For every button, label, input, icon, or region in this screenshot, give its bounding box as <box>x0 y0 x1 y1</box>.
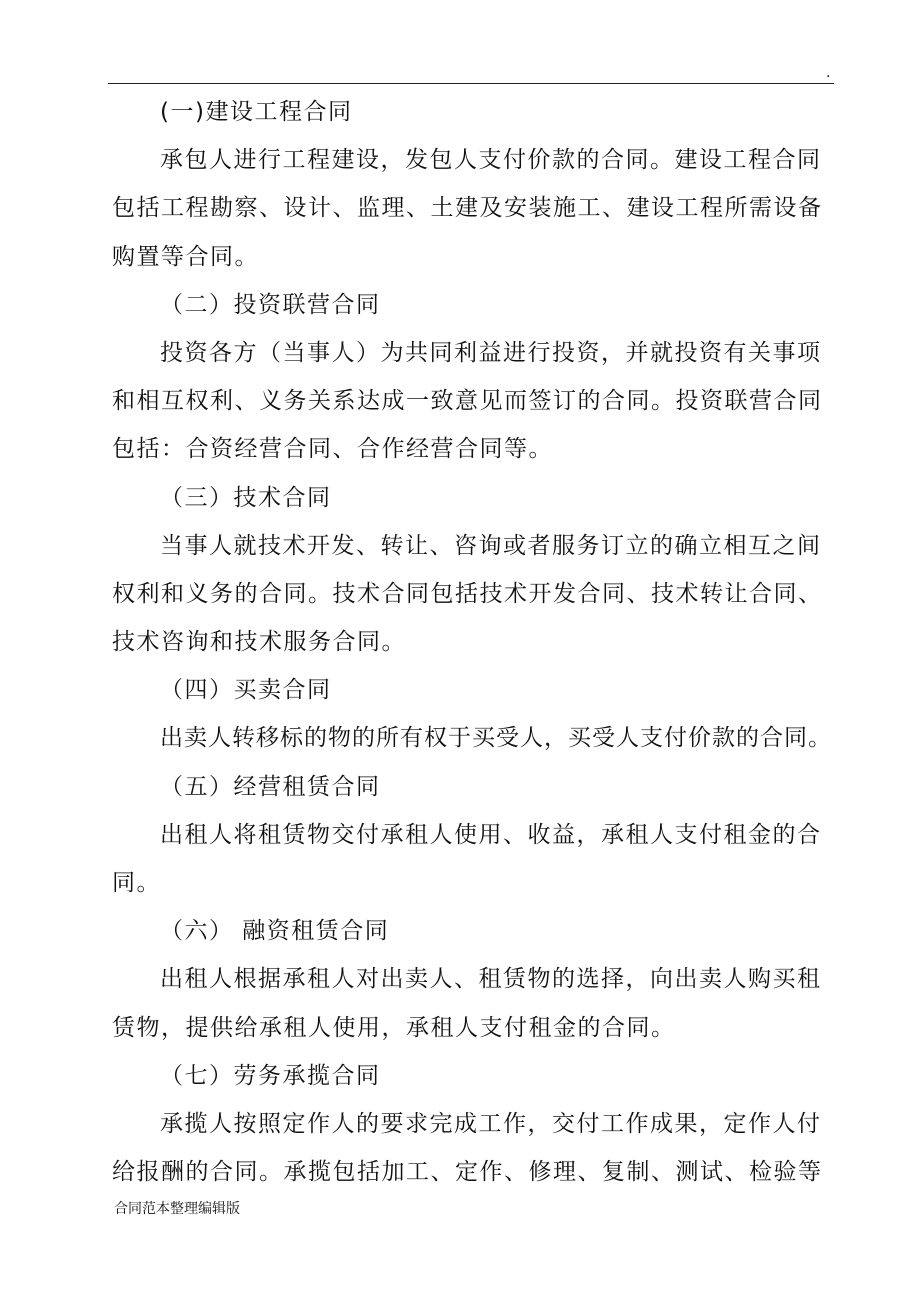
section-heading: （三）技术合同 <box>160 484 332 511</box>
paragraph-line: 包括：合资经营合同、合作经营合同等。 <box>112 436 553 463</box>
paragraph-line: 和相互权利、义务关系达成一致意见而签订的合同。投资联营合同 <box>112 388 823 415</box>
header-rule <box>108 83 834 84</box>
paragraph-line: 包括工程勘察、设计、监理、土建及安装施工、建设工程所需设备 <box>112 195 823 222</box>
paragraph-line: 购置等合同。 <box>112 243 259 270</box>
document-body <box>112 88 832 1196</box>
paragraph-line: 出租人将租赁物交付承租人使用、收益，承租人支付租金的合 <box>160 821 822 848</box>
section-heading: (一)建设工程合同 <box>160 99 353 125</box>
footer-text: 合同范本整理编辑版 <box>114 1201 240 1217</box>
section-heading: （二）投资联营合同 <box>160 291 381 318</box>
section-heading: （四）买卖合同 <box>160 677 332 704</box>
header-mark: . <box>826 65 831 81</box>
paragraph-line: 出租人根据承租人对出卖人、租赁物的选择，向出卖人购买租 <box>160 966 822 993</box>
paragraph-line: 投资各方（当事人）为共同利益进行投资，并就投资有关事项 <box>160 339 822 366</box>
section-heading: （七）劳务承揽合同 <box>160 1062 381 1089</box>
paragraph-line: 当事人就技术开发、转让、咨询或者服务订立的确立相互之间 <box>160 532 822 559</box>
paragraph-line: 技术咨询和技术服务合同。 <box>112 629 406 656</box>
section-heading: （六） 融资租赁合同 <box>160 918 390 945</box>
paragraph-line: 权利和义务的合同。技术合同包括技术开发合同、技术转让合同、 <box>112 580 823 607</box>
paragraph-line: 承揽人按照定作人的要求完成工作，交付工作成果，定作人付 <box>160 1110 822 1137</box>
paragraph-line: 出卖人转移标的物的所有权于买受人，买受人支付价款的合同。 <box>160 725 832 752</box>
paragraph-line: 给报酬的合同。承揽包括加工、定作、修理、复制、测试、检验等 <box>112 1159 823 1186</box>
paragraph-line: 赁物，提供给承租人使用，承租人支付租金的合同。 <box>112 1014 676 1041</box>
section-heading: （五）经营租赁合同 <box>160 773 381 800</box>
paragraph-line: 同。 <box>112 870 161 896</box>
paragraph-line: 承包人进行工程建设，发包人支付价款的合同。建设工程合同 <box>160 147 822 174</box>
